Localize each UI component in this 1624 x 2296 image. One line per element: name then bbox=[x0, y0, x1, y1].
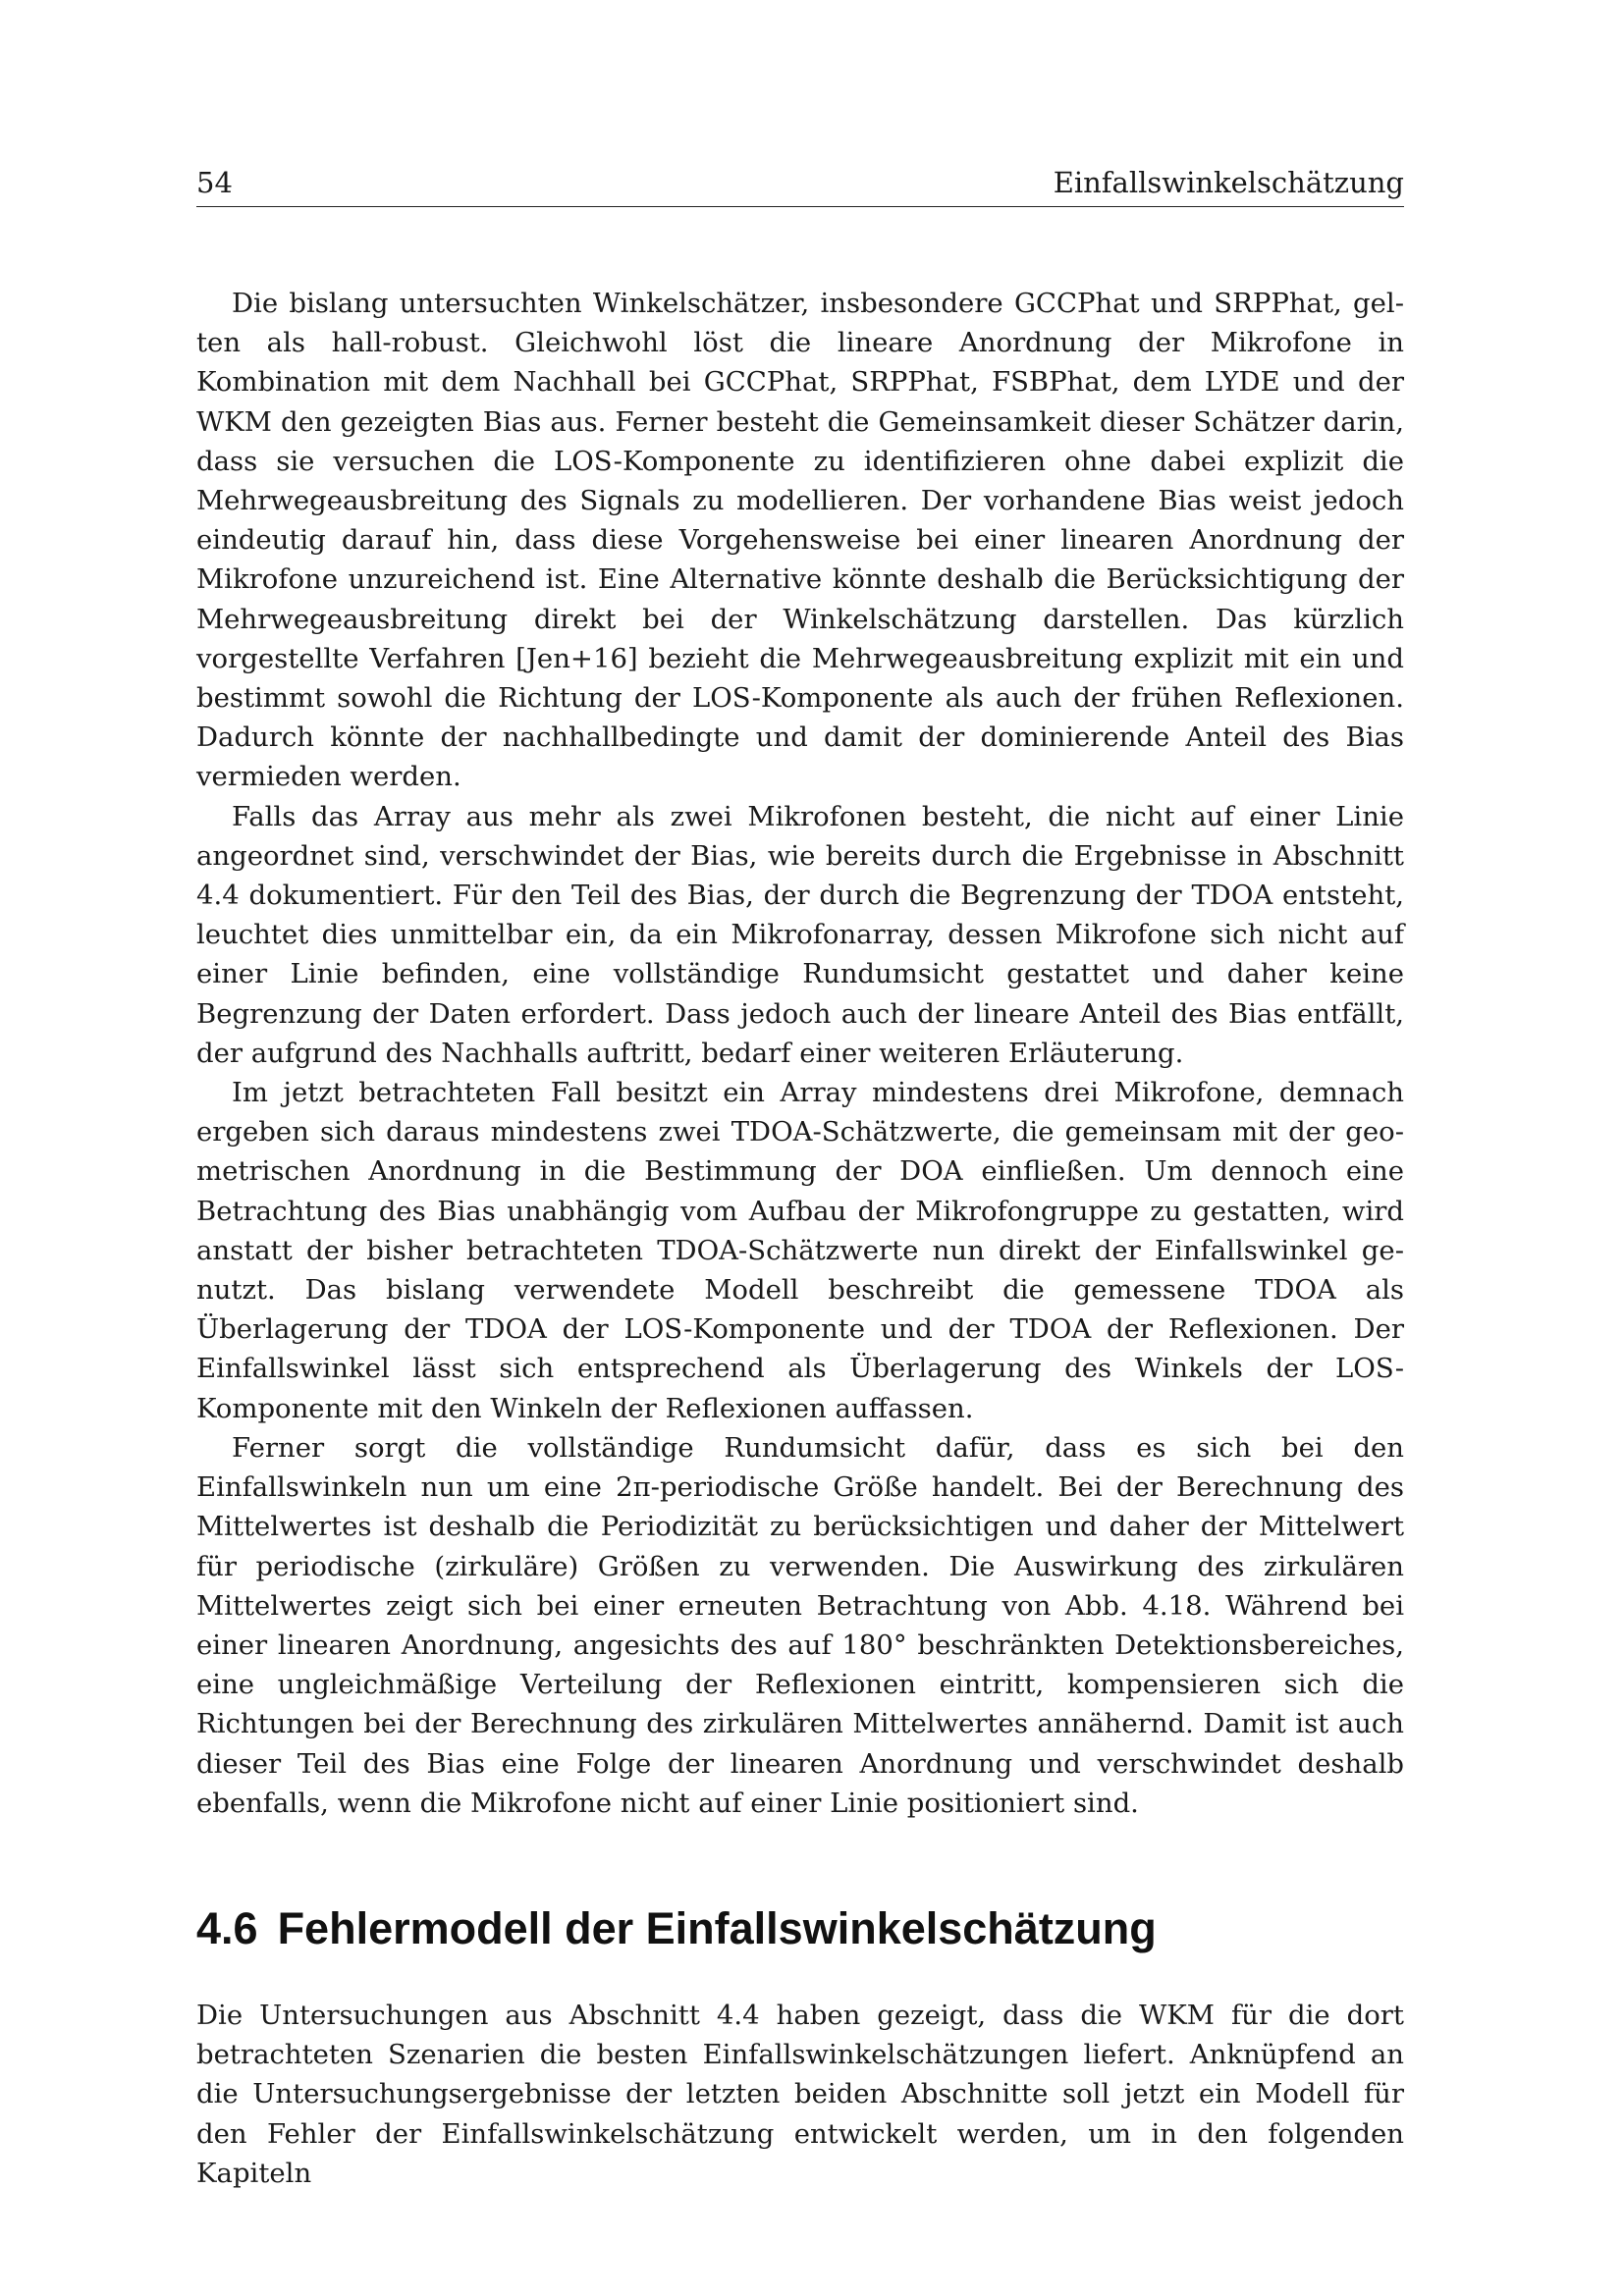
body-text bbox=[196, 284, 1404, 2193]
paragraph-3: Im jetzt betrachteten Fall besitzt ein Array mindestens drei Mikrofone, demnach ergeben sich daraus mindestens zwei TDOA-Schätzwerte, die gemeinsam mit der geometrischen Anordnung in die Bestimmung der DOA einfließen. Um dennoch eine Betrachtung des Bias unabhängig vom Aufbau der Mikrofongruppe zu gestatten, wird anstatt der bisher betrachteten TDOA-Schätzwerte nun direkt der Einfallswinkel genutzt. Das bislang verwendete Modell beschreibt die gemessene TDOA als Überlagerung der TDOA der LOS-Komponente und der TDOA der Reflexionen. Der Einfallswinkel lässt sich entsprechend als Überlagerung des Winkels der LOS-Komponente mit den Winkeln der Reflexionen auffassen. bbox=[196, 1077, 1404, 1424]
paragraph-2: Falls das Array aus mehr als zwei Mikrofonen besteht, die nicht auf einer Linie angeordnet sind, verschwindet der Bias, wie bereits durch die Ergebnisse in Abschnitt 4.4 dokumentiert. Für den Teil des Bias, der durch die Begrenzung der TDOA entsteht, leuchtet dies unmittelbar ein, da ein Mikrofonarray, dessen Mikrofone sich nicht auf einer Linie befinden, eine vollständige Rundumsicht gestattet und daher keine Begrenzung der Daten erfordert. Dass jedoch auch der lineare Anteil des Bias entfällt, der aufgrund des Nachhalls auftritt, bedarf einer weiteren Erläuterung. bbox=[196, 800, 1404, 1069]
section-heading bbox=[196, 1901, 1404, 1956]
section-number: 4.6 bbox=[196, 1902, 258, 1953]
page bbox=[196, 165, 1404, 2193]
page-number: 54 bbox=[196, 166, 233, 199]
paragraph-1: Die bislang untersuchten Winkelschätzer, insbesondere GCCPhat und SRPPhat, gelten als hall-robust. Gleichwohl löst die lineare Anordnung der Mikrofone in Kombination mit dem Nachhall bei GCCPhat, SRPPhat, FSBPhat, dem LYDE und der WKM den gezeigten Bias aus. Ferner besteht die Gemeinsamkeit dieser Schätzer darin, dass sie versuchen die LOS-Komponente zu identifizieren ohne dabei explizit die Mehrwegeausbreitung des Signals zu modellieren. Der vorhandene Bias weist jedoch eindeutig darauf hin, dass diese Vorgehensweise bei einer linearen Anordnung der Mikrofone unzureichend ist. Eine Alternative könnte deshalb die Berücksichtigung der Mehrwegeausbreitung direkt bei der Winkelschätzung darstellen. Das kürzlich vorgestellte Verfahren [Jen+16] bezieht die Mehrwegeausbreitung explizit mit ein und bestimmt sowohl die Richtung der LOS-Komponente als auch der frühen Reflexionen. Dadurch könnte der nachhallbedingte und damit der dominierende Anteil des Bias vermieden werden. bbox=[196, 288, 1404, 793]
running-header bbox=[196, 165, 1404, 207]
section-paragraph: Die Untersuchungen aus Abschnitt 4.4 haben gezeigt, dass die WKM für die dort betrachteten Szenarien die besten Einfallswinkelschätzungen liefert. Anknüpfend an die Untersuchungsergebnisse der letzten beiden Abschnitte soll jetzt ein Modell für den Fehler der Einfallswinkelschätzung entwickelt werden, um in den folgenden Kapiteln bbox=[196, 1999, 1404, 2189]
chapter-title: Einfallswinkelschätzung bbox=[1053, 166, 1404, 199]
section-title: Fehlermodell der Einfallswinkelschätzung bbox=[277, 1902, 1157, 1953]
paragraph-4: Ferner sorgt die vollständige Rundumsicht dafür, dass es sich bei den Einfallswinkeln nun um eine 2π-periodische Größe handelt. Bei der Berechnung des Mittelwertes ist deshalb die Periodizität zu berücksichtigen und daher der Mittelwert für periodische (zirkuläre) Größen zu verwenden. Die Auswirkung des zirkulären Mittelwertes zeigt sich bei einer erneuten Betrachtung von Abb. 4.18. Während bei einer linearen Anordnung, angesichts des auf 180° beschränkten Detektionsbereiches, eine ungleichmäßige Verteilung der Reflexionen eintritt, kompensieren sich die Richtungen bei der Berechnung des zirkulären Mittelwertes annähernd. Damit ist auch dieser Teil des Bias eine Folge der linearen Anordnung und verschwindet deshalb ebenfalls, wenn die Mikrofone nicht auf einer Linie positioniert sind. bbox=[196, 1431, 1404, 1819]
